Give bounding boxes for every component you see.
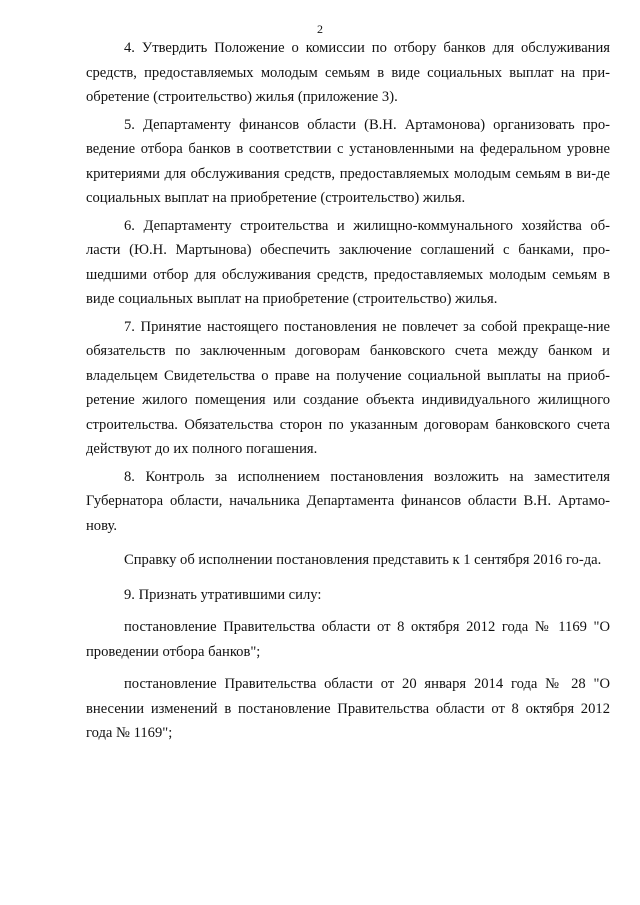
repealed-resolution-1: постановление Правительства области от 8 октября 2012 года № 1169 "О проведении отбора банков"; xyxy=(86,619,610,660)
paragraph-item-5: 5. Департаменту финансов области (В.Н. Артамонова) организовать про-ведение отбора банков в соответствии с установленными на федеральном уровне критериями для обслуживания средств, предоставляемых молодым семьям в ви-де социальных выплат на приобретение (строительство) жилья. xyxy=(86,116,610,206)
repealed-resolution-2: постановление Правительства области от 20 января 2014 года № 28 "О внесении изменений в постановление Правительства области от 8 октября 2012 года № 1169"; xyxy=(86,676,610,741)
paragraph-item-7: 7. Принятие настоящего постановления не повлечет за собой прекраще-ние обязательств по заключенным договорам банковского счета между банком и владельцем Свидетельства о праве на получение социальной выплаты на приоб-ретение жилого помещения или создание объекта индивидуального жилищного строительства. Обязательства сторон по указанным договорам банковского счета действуют до их полного погашения. xyxy=(86,318,610,457)
paragraph-item-9: 9. Признать утратившими силу: xyxy=(124,586,322,603)
document-body xyxy=(86,36,610,746)
paragraph-item-4: 4. Утвердить Положение о комиссии по отбору банков для обслуживания средств, предоставляемых молодым семьям в виде социальных выплат на при-обретение (строительство) жилья (приложение 3). xyxy=(86,40,610,105)
page-number: 2 xyxy=(317,22,323,36)
report-deadline-paragraph: Справку об исполнении постановления представить к 1 сентября 2016 го-да. xyxy=(124,552,602,568)
paragraph-item-8: 8. Контроль за исполнением постановления возложить на заместителя Губернатора области, начальника Департамента финансов области В.Н. Артамо-нову. xyxy=(86,468,610,534)
paragraph-item-6: 6. Департаменту строительства и жилищно-коммунального хозяйства об-ласти (Ю.Н. Мартынова) обеспечить заключение соглашений с банками, про-шедшими отбор для обслуживания средств, предоставляемых молодым семьям в виде социальных выплат на приобретение (строительство) жилья. xyxy=(86,217,610,307)
